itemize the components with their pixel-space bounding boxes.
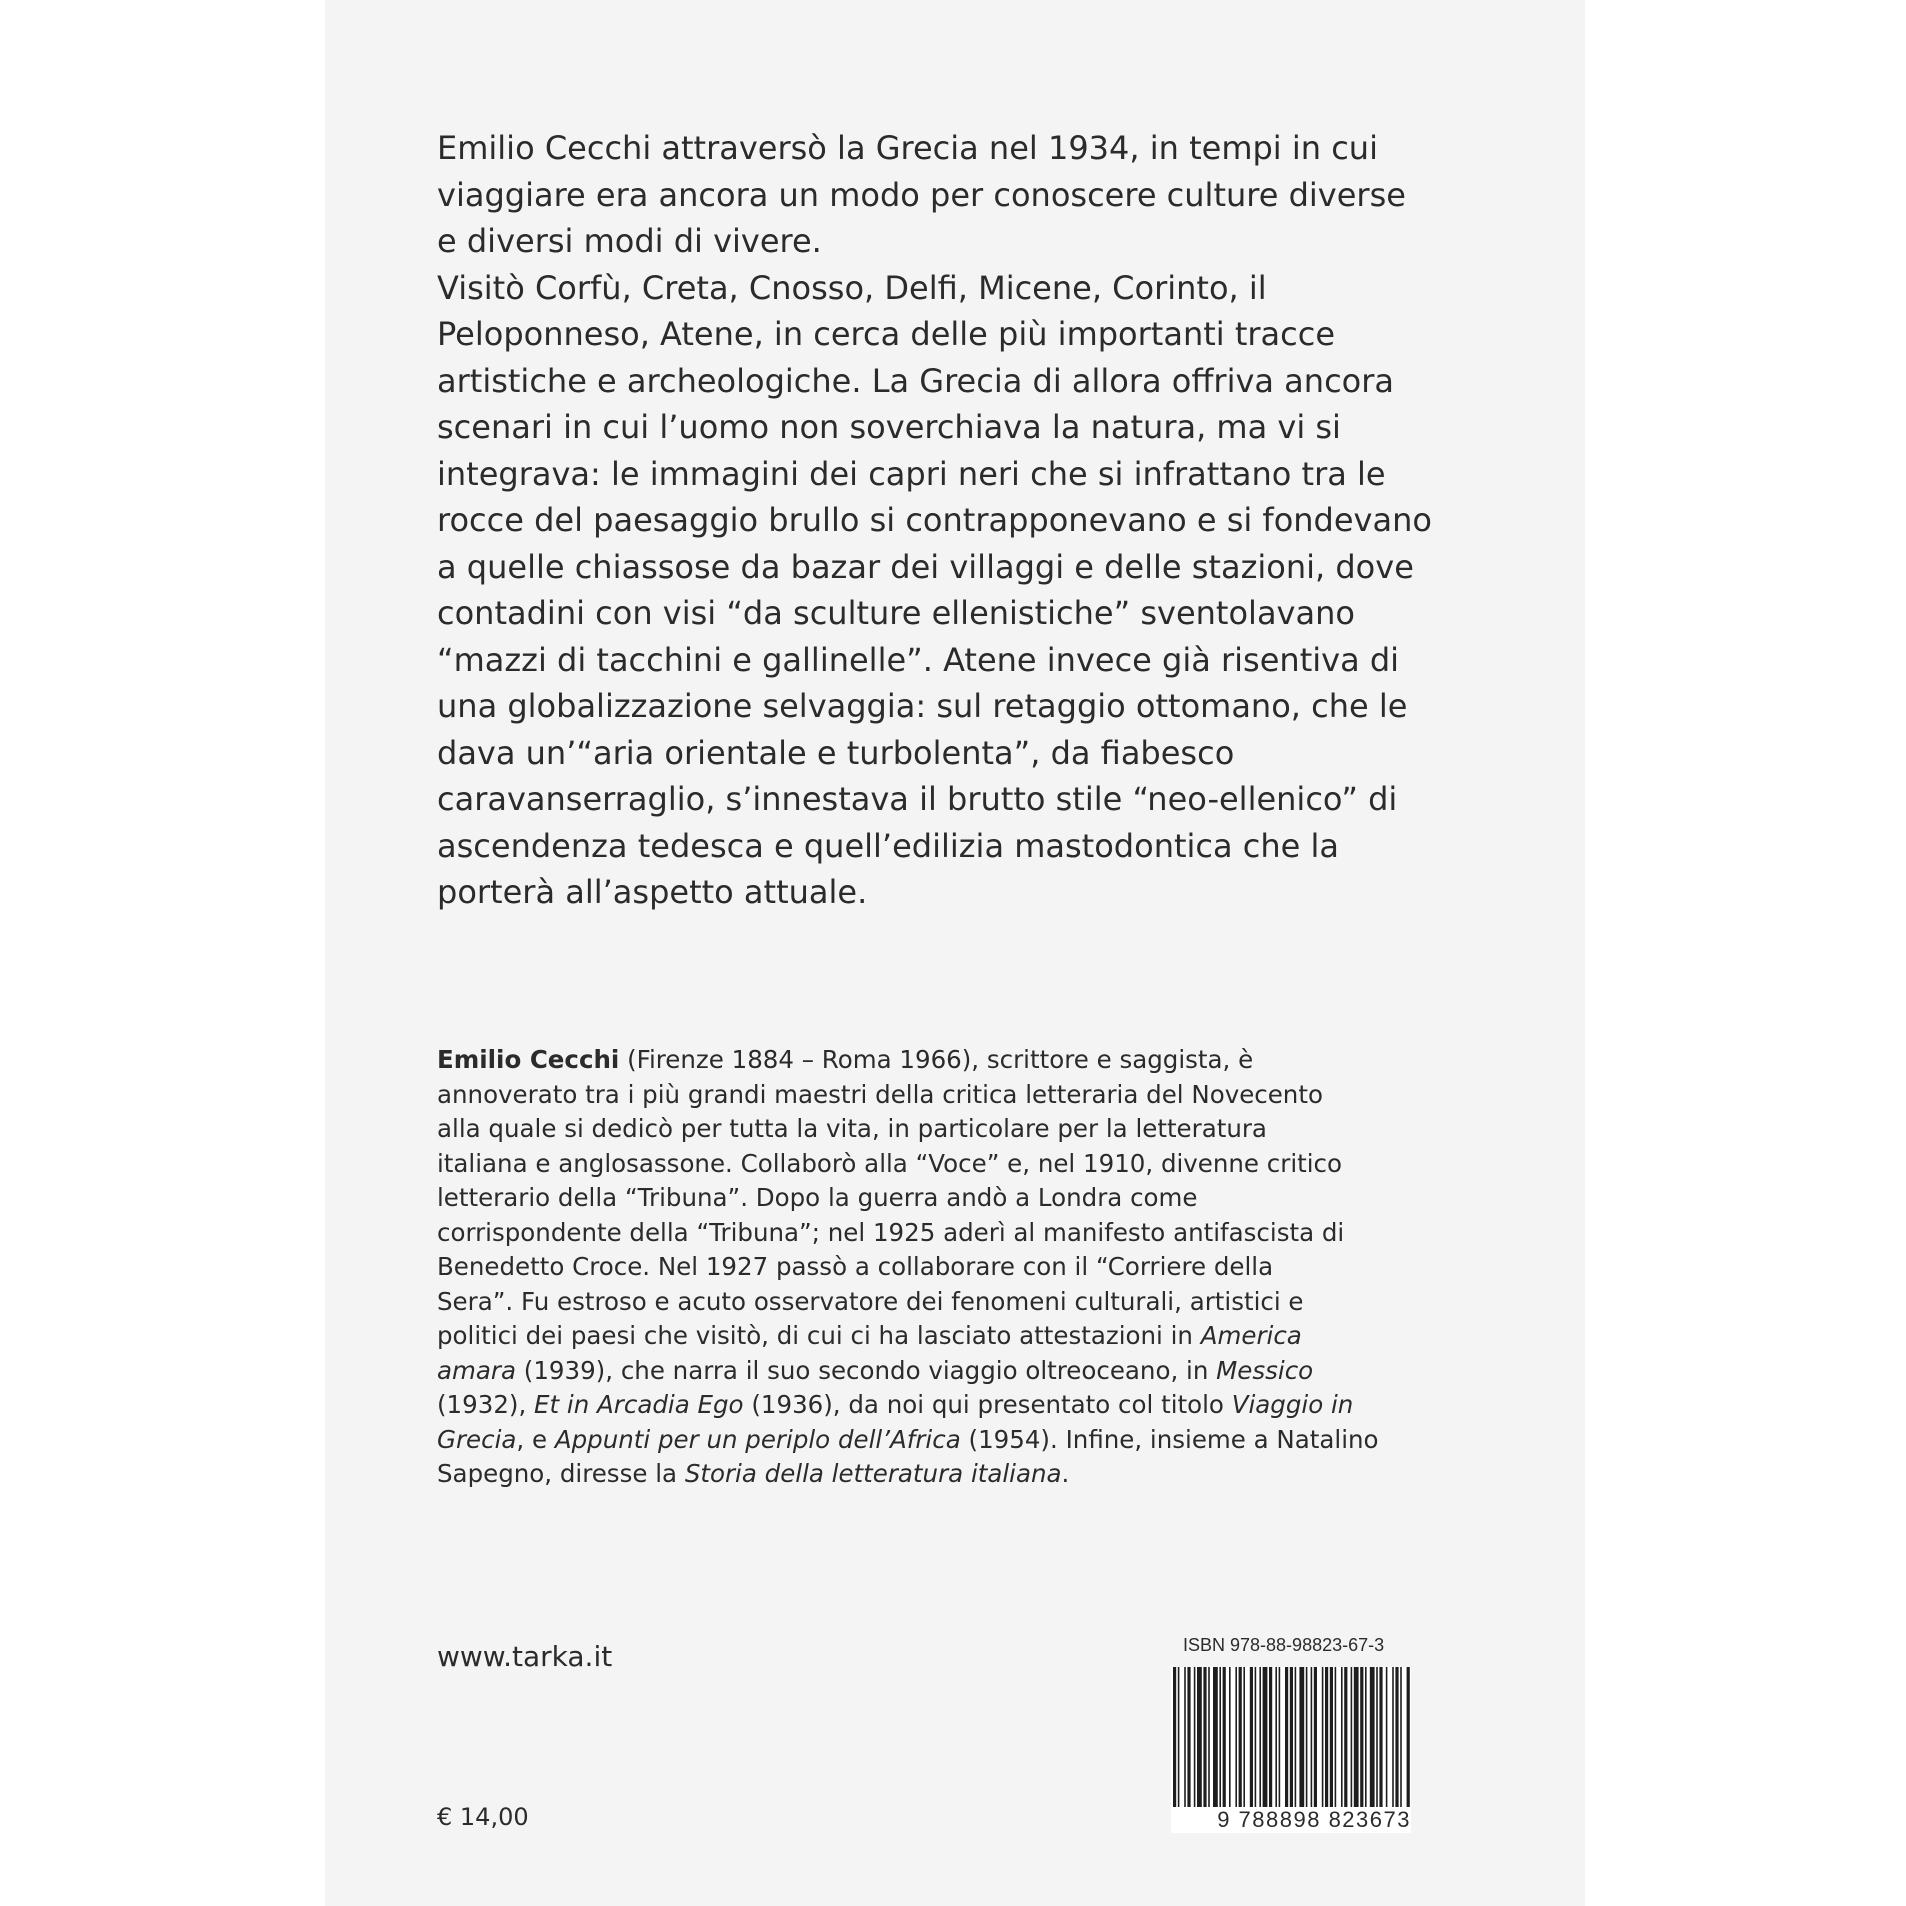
book-title: Viaggio in: [1231, 1390, 1354, 1419]
bio-line: [437, 1457, 1437, 1492]
barcode-bar: [1360, 1667, 1363, 1807]
blurb-line: Emilio Cecchi attraversò la Grecia nel 1934, in tempi in cui: [437, 129, 1378, 167]
blurb-line: artistiche e archeologiche. La Grecia di allora offriva ancora: [437, 361, 1394, 400]
publisher-website: www.tarka.it: [437, 1640, 613, 1673]
bio-text: politici dei paesi che visitò, di cui ci ha lasciato attestazioni in: [437, 1321, 1201, 1350]
blurb-line: porterà all’aspetto attuale.: [437, 873, 868, 911]
barcode-bar: [1295, 1667, 1297, 1825]
blurb-line: a quelle chiassose da bazar dei villaggi e delle stazioni, dove: [437, 547, 1414, 586]
bio-line: Benedetto Croce. Nel 1927 passò a collaborare con il “Corriere della: [437, 1252, 1274, 1281]
blurb-line: viaggiare era ancora un modo per conoscere culture diverse: [437, 175, 1406, 214]
barcode-bar: [1275, 1667, 1277, 1807]
bio-text: , e: [516, 1424, 555, 1454]
bio-line: [437, 1043, 1437, 1078]
author-bio: [437, 1043, 1437, 1492]
bio-text: (1939), che narra il suo secondo viaggio oltreoceano, in: [515, 1355, 1217, 1385]
barcode-bar: [1392, 1667, 1394, 1807]
barcode-bar: [1299, 1667, 1304, 1807]
author-name: Emilio Cecchi: [437, 1045, 620, 1074]
bio-line: italiana e anglosassone. Collaborò alla “Voce” e, nel 1910, divenne critico: [437, 1148, 1343, 1178]
barcode-bar: [1376, 1667, 1378, 1807]
blurb-line: una globalizzazione selvaggia: sul retaggio ottomano, che le: [437, 687, 1408, 725]
barcode-digits: 9 788898 823673: [1171, 1807, 1411, 1833]
barcode-bar: [1351, 1667, 1353, 1807]
barcode-bar: [1187, 1667, 1190, 1807]
blurb-text: [437, 125, 1437, 916]
barcode-bar: [1250, 1667, 1253, 1807]
barcode-bar: [1400, 1667, 1402, 1825]
bio-line: [437, 1388, 1437, 1423]
barcode-bar: [1259, 1667, 1261, 1807]
blurb-line: contadini con visi “da sculture ellenistiche” sventolavano: [437, 594, 1355, 632]
blurb-line: e diversi modi di vivere.: [437, 222, 822, 260]
bio-line: [437, 1354, 1437, 1389]
barcode-bar: [1178, 1667, 1180, 1825]
barcode-bar: [1213, 1667, 1218, 1807]
book-title: America: [1200, 1321, 1302, 1350]
book-title: Et in Arcadia Ego: [534, 1390, 744, 1419]
barcode-bar: [1255, 1667, 1257, 1807]
barcode-bar: [1269, 1667, 1272, 1807]
barcode-bar: [1279, 1667, 1281, 1807]
bio-line: corrispondente della “Tribuna”; nel 1925 aderì al manifesto antifascista di: [437, 1217, 1345, 1247]
bio-line: [437, 1319, 1437, 1354]
barcode-bar: [1370, 1667, 1375, 1807]
barcode-bar: [1335, 1667, 1337, 1807]
barcode-bar: [1229, 1667, 1231, 1807]
barcode-bar: [1290, 1667, 1293, 1825]
blurb-line: scenari in cui l’uomo non soverchiava la natura, ma vi si: [437, 408, 1341, 446]
barcode-bar: [1184, 1667, 1186, 1807]
book-title: amara: [437, 1355, 516, 1385]
barcode-bar: [1173, 1667, 1176, 1825]
bio-text: Sapegno, diresse la: [437, 1459, 685, 1488]
barcode-bar: [1330, 1667, 1333, 1807]
blurb-line: Visitò Corfù, Creta, Cnosso, Delfi, Micene, Corinto, il: [437, 268, 1267, 307]
bio-line: [437, 1423, 1437, 1458]
barcode-bar: [1197, 1667, 1202, 1807]
barcode-bar: [1223, 1667, 1226, 1807]
blurb-line: Peloponneso, Atene, in cerca delle più importanti tracce: [437, 315, 1336, 353]
barcode-bar: [1203, 1667, 1206, 1807]
blurb-line: “mazzi di tacchini e gallinelle”. Atene invece già risentiva di: [437, 640, 1400, 679]
barcode-bar: [1344, 1667, 1347, 1807]
bio-text: (Firenze 1884 – Roma 1966), scrittore e saggista, è: [619, 1045, 1254, 1074]
bio-text: (1936), da noi qui presentato col titolo: [743, 1390, 1232, 1419]
barcode-bar: [1235, 1667, 1237, 1807]
blurb-line: ascendenza tedesca e quell’edilizia mastodontica che la: [437, 826, 1340, 865]
book-title: Storia della letteratura italiana: [684, 1459, 1062, 1488]
barcode: [1171, 1667, 1411, 1825]
barcode-bar: [1325, 1667, 1328, 1807]
barcode-bar: [1314, 1667, 1317, 1807]
bio-line: annoverato tra i più grandi maestri della critica letteraria del Novecento: [437, 1079, 1323, 1109]
back-cover: [325, 0, 1585, 1906]
blurb-line: dava un’“aria orientale e turbolenta”, da fiabesco: [437, 733, 1235, 772]
barcode-bars: [1171, 1667, 1411, 1825]
barcode-bar: [1365, 1667, 1367, 1807]
bio-line: alla quale si dedicò per tutta la vita, in particolare per la letteratura: [437, 1114, 1267, 1143]
barcode-bar: [1306, 1667, 1308, 1807]
blurb-line: integrava: le immagini dei capri neri che si infrattano tra le: [437, 454, 1386, 493]
bio-text: (1954). Infine, insieme a Natalino: [960, 1424, 1379, 1454]
barcode-bar: [1341, 1667, 1343, 1807]
book-title: Appunti per un periplo dell’Africa: [554, 1424, 961, 1454]
barcode-bar: [1194, 1667, 1196, 1807]
bio-text: (1932),: [437, 1390, 535, 1419]
barcode-bar: [1386, 1667, 1388, 1807]
isbn-label: ISBN 978-88-98823-67-3: [1183, 1635, 1385, 1655]
barcode-bar: [1219, 1667, 1221, 1807]
barcode-bar: [1395, 1667, 1398, 1807]
bio-line: letterario della “Tribuna”. Dopo la guerra andò a Londra come: [437, 1183, 1198, 1212]
book-title: Messico: [1216, 1355, 1314, 1385]
barcode-bar: [1285, 1667, 1288, 1807]
blurb-line: rocce del paesaggio brullo si contrapponevano e si fondevano: [437, 501, 1432, 539]
bio-text: .: [1061, 1459, 1070, 1488]
barcode-bar: [1263, 1667, 1268, 1807]
barcode-bar: [1208, 1667, 1210, 1807]
barcode-bar: [1239, 1667, 1242, 1807]
barcode-bar: [1379, 1667, 1382, 1807]
barcode-bar: [1407, 1667, 1410, 1825]
barcode-bar: [1243, 1667, 1245, 1807]
barcode-bar: [1322, 1667, 1324, 1807]
book-title: Grecia: [437, 1424, 517, 1454]
blurb-line: caravanserraglio, s’innestava il brutto stile “neo-ellenico” di: [437, 780, 1398, 818]
bio-line: Sera”. Fu estroso e acuto osservatore dei fenomeni culturali, artistici e: [437, 1286, 1304, 1316]
price-label: € 14,00: [437, 1803, 529, 1831]
barcode-bar: [1354, 1667, 1359, 1807]
barcode-bar: [1311, 1667, 1313, 1807]
